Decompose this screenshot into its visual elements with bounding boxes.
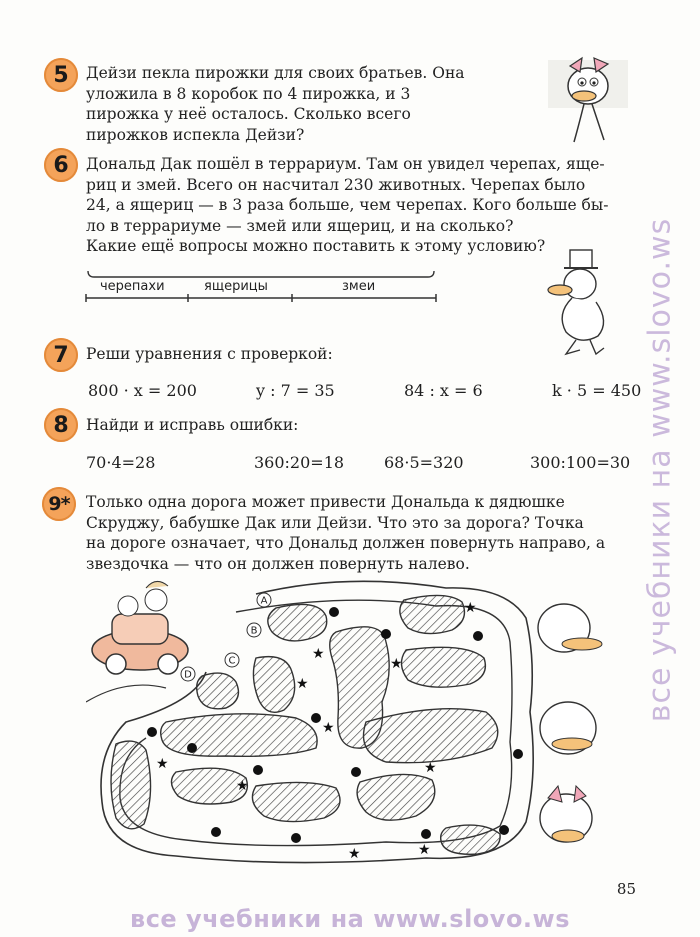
- task-number-8: 8: [44, 408, 78, 442]
- segment-label-turtles: черепахи: [100, 279, 165, 294]
- task-number-9: 9*: [42, 487, 76, 521]
- road-label-b: B: [250, 625, 258, 637]
- segment-label-snakes: змеи: [342, 279, 376, 294]
- task-5-line: Дейзи пекла пирожки для своих братьев. Она: [86, 64, 465, 82]
- svg-text:★: ★: [464, 600, 477, 616]
- road-label-d: D: [184, 669, 192, 681]
- equation: 70·4=28: [86, 453, 156, 472]
- task-5-line: пирожков испекла Дейзи?: [86, 125, 305, 144]
- destination-ducks: [538, 604, 602, 842]
- daisy-duck-illustration: [548, 48, 628, 148]
- equation: 68·5=320: [384, 453, 464, 472]
- task-7-title: Реши уравнения с проверкой:: [86, 345, 333, 363]
- road-label-a: A: [260, 595, 268, 607]
- equation: y : 7 = 35: [256, 381, 335, 400]
- task-5-line: уложила в 8 коробок по 4 пирожка, и 3: [86, 84, 411, 103]
- car-with-ducks: [86, 581, 188, 702]
- segment-label-lizards: ящерицы: [204, 279, 268, 294]
- task-9-line: Скруджу, бабушке Дак или Дейзи. Что это за дорога? Точка: [86, 513, 584, 532]
- task-number-6: 6: [44, 148, 78, 182]
- road-label-c: C: [228, 655, 236, 667]
- svg-text:★: ★: [236, 778, 249, 794]
- svg-text:★: ★: [312, 646, 325, 662]
- task-number-5: 5: [44, 58, 78, 92]
- task-9-line: на дороге означает, что Дональд должен повернуть направо, а: [86, 534, 606, 552]
- task-6-line: 24, а ящериц — в 3 раза больше, чем черепах. Кого больше бы-: [86, 196, 609, 214]
- watermark-bottom: все учебники на www.slovo.ws: [130, 905, 570, 933]
- equation: k · 5 = 450: [552, 381, 642, 400]
- task-5-line: пирожка у неё осталось. Сколько всего: [86, 105, 411, 123]
- task-9-line: звездочка — что он должен повернуть налево.: [86, 554, 470, 573]
- equation: 360:20=18: [254, 453, 345, 472]
- svg-text:★: ★: [296, 676, 309, 692]
- equation: 800 · x = 200: [88, 381, 197, 400]
- svg-text:★: ★: [156, 756, 169, 772]
- page-number: 85: [616, 880, 636, 898]
- duck-with-hat-illustration: [536, 244, 626, 360]
- task-8-title: Найди и исправь ошибки:: [86, 416, 299, 434]
- task-6-line: Какие ещё вопросы можно поставить к этому условию?: [86, 237, 546, 255]
- svg-text:★: ★: [390, 656, 403, 672]
- watermark-side-text: все учебники на www.slovo.ws: [642, 217, 678, 723]
- task-9-text: [86, 492, 638, 574]
- task-6-text: [86, 154, 638, 257]
- maze-illustration: [86, 572, 620, 872]
- equation: 300:100=30: [530, 453, 631, 472]
- svg-text:★: ★: [348, 846, 361, 862]
- svg-text:★: ★: [424, 760, 437, 776]
- task-number-7: 7: [44, 338, 78, 372]
- task-6-line: риц и змей. Всего он насчитал 230 животных. Черепах было: [86, 175, 586, 194]
- equation: 84 : x = 6: [404, 381, 483, 400]
- task-5-text: [86, 63, 492, 145]
- task-6-line: ло в террариуме — змей или ящериц, и на сколько?: [86, 216, 514, 235]
- svg-text:★: ★: [322, 720, 335, 736]
- task-9-line: Только одна дорога может привести Дональда к дядюшке: [86, 493, 565, 511]
- task-6-line: Дональд Дак пошёл в террариум. Там он увидел черепах, яще-: [86, 155, 605, 173]
- svg-text:★: ★: [418, 842, 431, 858]
